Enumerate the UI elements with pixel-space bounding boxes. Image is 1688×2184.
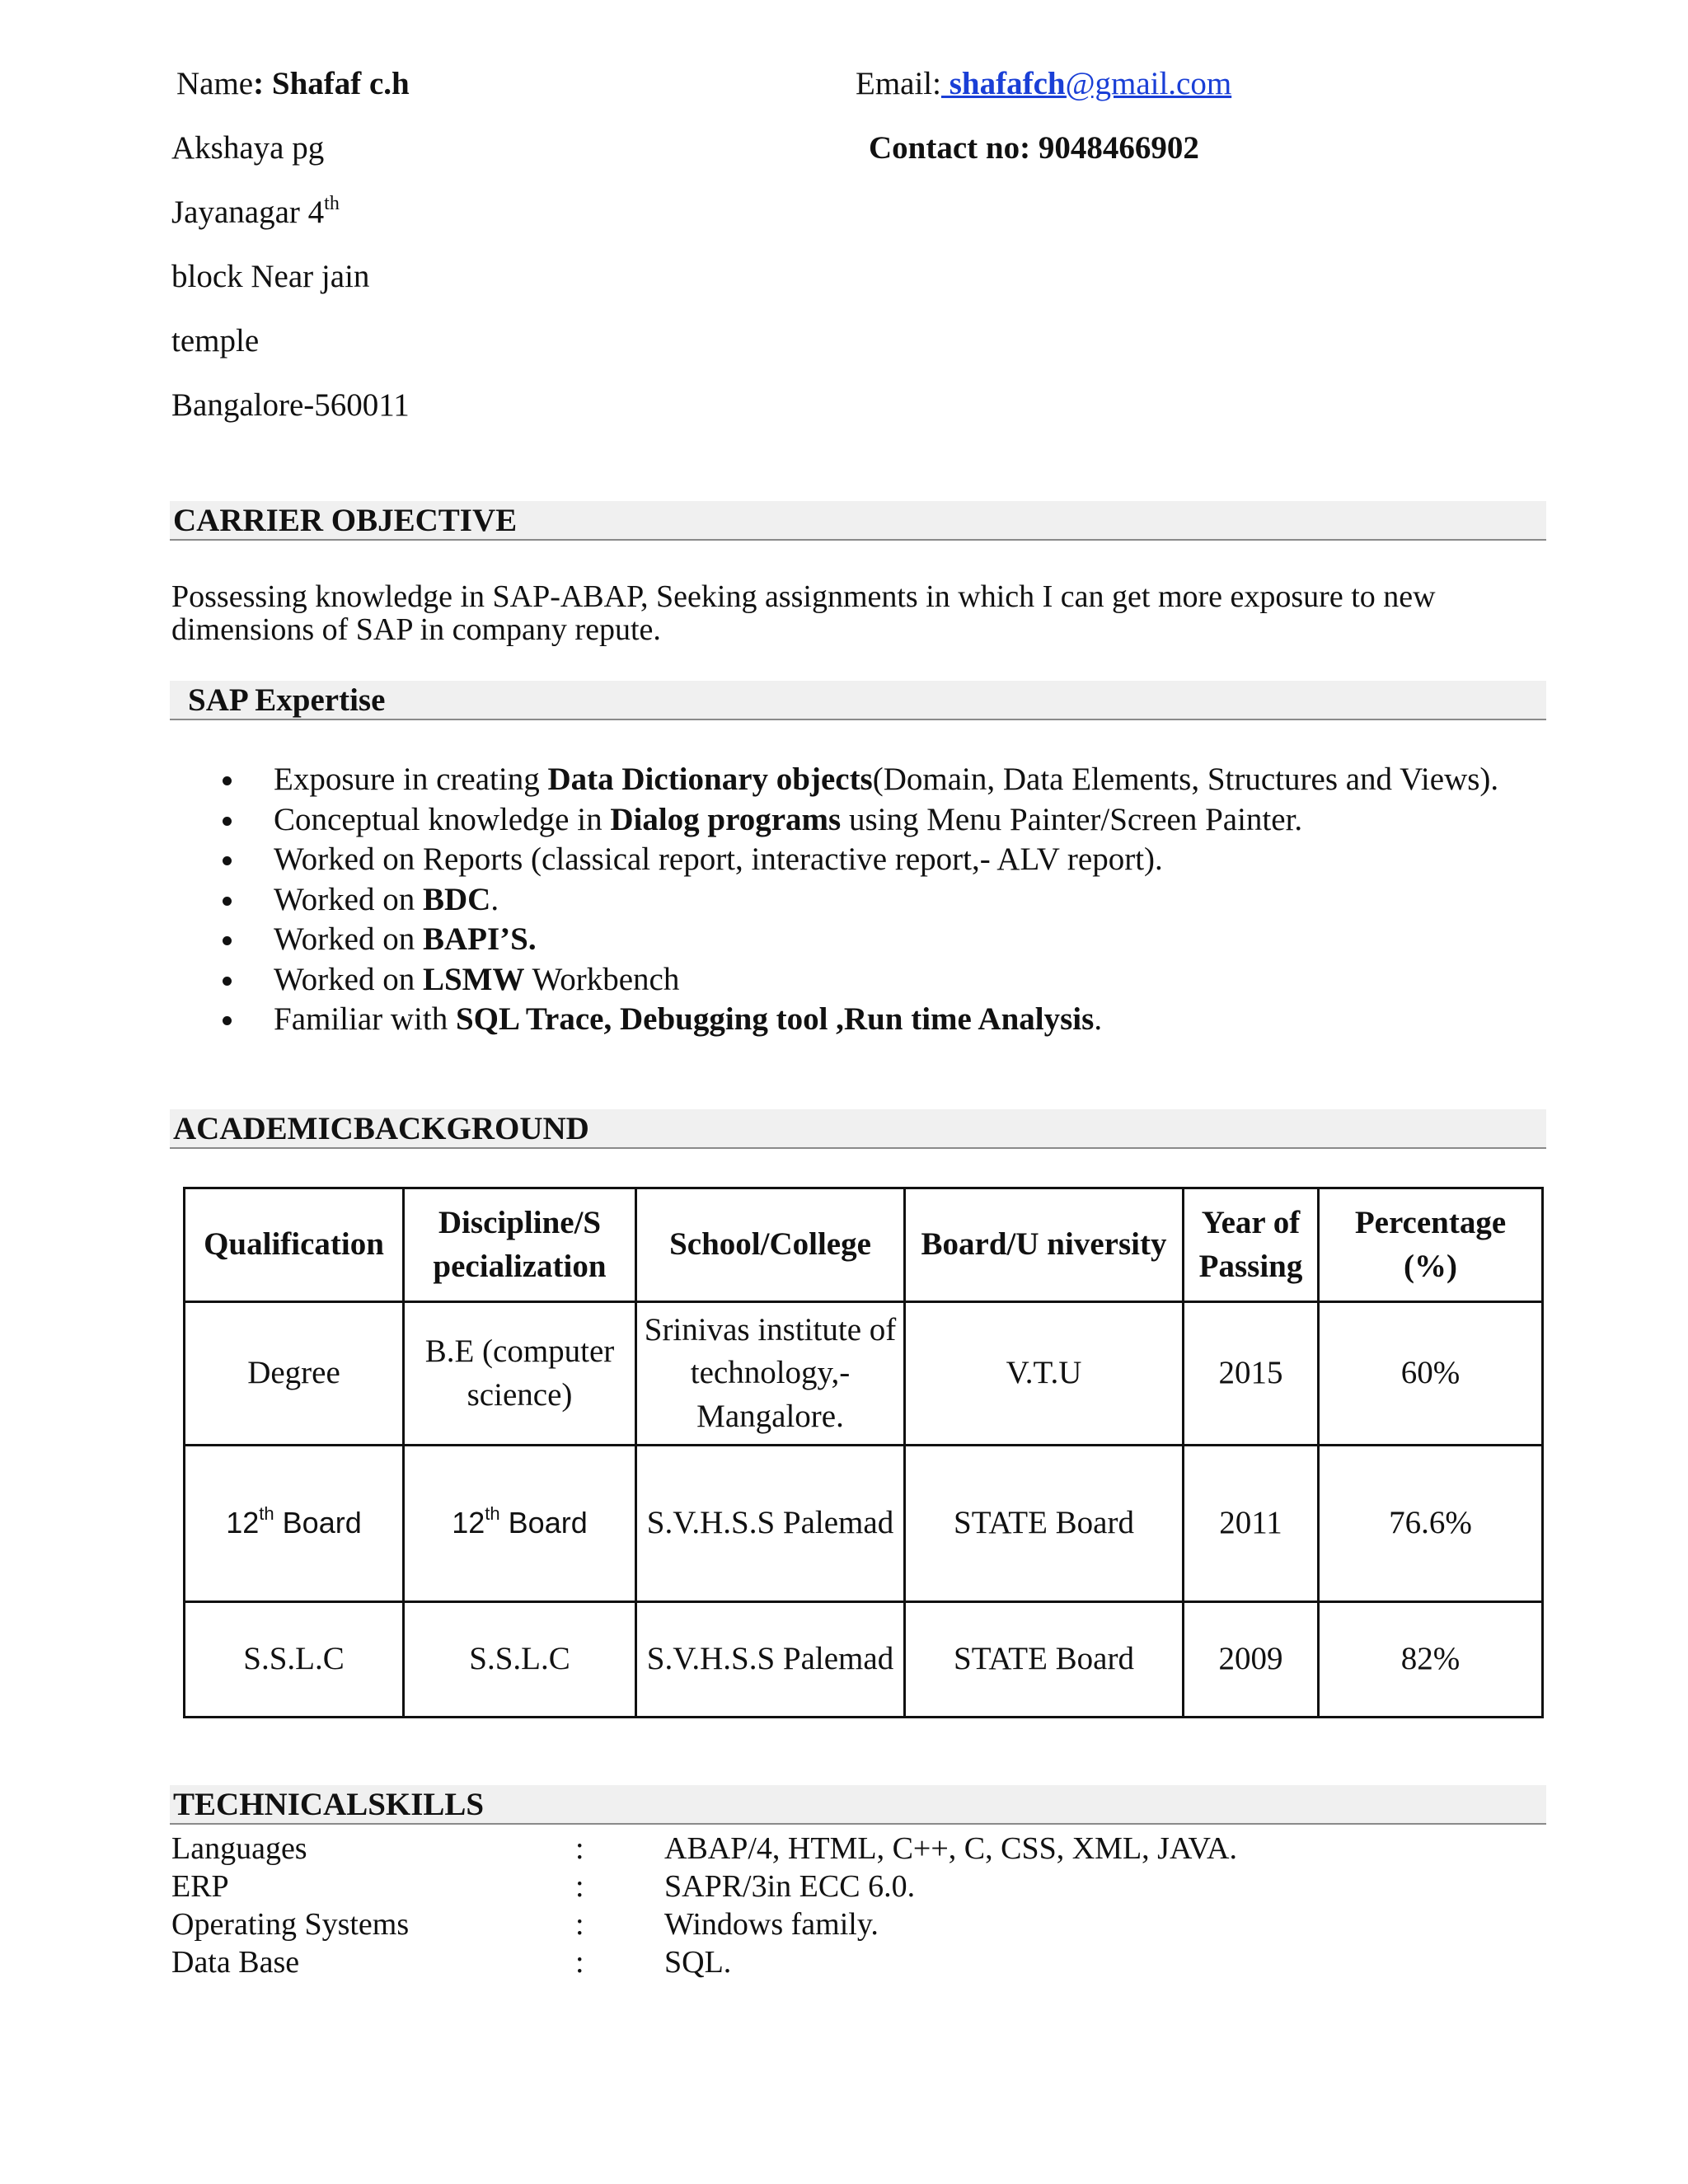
skill-row-erp — [171, 1868, 1540, 1905]
list-item: Conceptual knowledge in Dialog programs using Menu Painter/Screen Painter. — [223, 800, 1498, 841]
email-line — [856, 66, 1231, 103]
skill-value: ABAP/4, HTML, C++, C, CSS, XML, JAVA. — [664, 1831, 1238, 1866]
skill-colon: : — [575, 1831, 584, 1866]
address-line-2: Jayanagar 4th — [171, 193, 340, 230]
table-header-row — [185, 1188, 1543, 1302]
bullet-icon — [223, 1016, 232, 1025]
table-cell: 12th Board — [185, 1446, 404, 1602]
academic-table — [183, 1187, 1544, 1718]
bullet-icon — [223, 776, 232, 785]
objective-text: Possessing knowledge in SAP-ABAP, Seeking assignments in which I can get more exposure to new dimensions of SAP in company repute. — [171, 579, 1436, 647]
table-cell: 2009 — [1184, 1602, 1319, 1718]
table-cell: S.V.H.S.S Palemad — [636, 1602, 905, 1718]
expertise-heading: SAP Expertise — [170, 681, 1546, 720]
bullet-icon — [223, 856, 232, 865]
email-label: Email: — [856, 66, 941, 101]
contact-number: Contact no: 9048466902 — [869, 130, 1199, 166]
expertise-list — [223, 760, 1498, 1040]
objective-heading: CARRIER OBJECTIVE — [170, 501, 1546, 541]
skill-value: SQL. — [664, 1945, 732, 1980]
table-cell: STATE Board — [905, 1446, 1184, 1602]
table-cell: B.E (computer science) — [404, 1302, 636, 1446]
name-label: Name — [176, 66, 254, 101]
list-item: Worked on Reports (classical report, interactive report,- ALV report). — [223, 840, 1498, 880]
name-line: Name: Shafaf c.h — [176, 66, 410, 101]
table-cell: S.S.L.C — [185, 1602, 404, 1718]
column-header: Percentage (%) — [1319, 1188, 1543, 1302]
table-cell: 12th Board — [404, 1446, 636, 1602]
column-header: School/College — [636, 1188, 905, 1302]
skill-label: Data Base — [171, 1945, 300, 1980]
skill-label: Languages — [171, 1831, 307, 1866]
table-cell: Degree — [185, 1302, 404, 1446]
skill-value: SAPR/3in ECC 6.0. — [664, 1869, 916, 1904]
skill-label: ERP — [171, 1869, 229, 1904]
table-cell: V.T.U — [905, 1302, 1184, 1446]
list-item: Exposure in creating Data Dictionary objects(Domain, Data Elements, Structures and Views). — [223, 760, 1498, 800]
name-value: Shafaf c.h — [271, 66, 410, 101]
address-line-3: block Near jain — [171, 259, 370, 294]
skill-label: Operating Systems — [171, 1907, 410, 1942]
table-cell: 2011 — [1184, 1446, 1319, 1602]
address-line-4: temple — [171, 323, 260, 359]
table-cell: 82% — [1319, 1602, 1543, 1718]
bullet-icon — [223, 936, 232, 945]
list-item: Worked on BAPI’S. — [223, 920, 1498, 960]
column-header: Qualification — [185, 1188, 404, 1302]
column-header: Board/U niversity — [905, 1188, 1184, 1302]
list-item: Familiar with SQL Trace, Debugging tool ,Run time Analysis. — [223, 1000, 1498, 1040]
skill-colon: : — [575, 1945, 584, 1980]
table-row — [185, 1446, 1543, 1602]
skills-heading: TECHNICALSKILLS — [170, 1785, 1546, 1825]
column-header: Year of Passing — [1184, 1188, 1319, 1302]
list-item: Worked on LSMW Workbench — [223, 960, 1498, 1001]
bullet-icon — [223, 977, 232, 986]
table-cell: 60% — [1319, 1302, 1543, 1446]
email-link[interactable]: shafafch@gmail.com — [940, 66, 1232, 101]
address-line-5: Bangalore-560011 — [171, 387, 410, 423]
skill-row-database — [171, 1943, 1540, 1981]
table-row — [185, 1602, 1543, 1718]
column-header: Discipline/S pecialization — [404, 1188, 636, 1302]
skill-row-languages — [171, 1830, 1540, 1868]
address-line-1: Akshaya pg — [171, 130, 325, 166]
table-cell: STATE Board — [905, 1602, 1184, 1718]
table-cell: 2015 — [1184, 1302, 1319, 1446]
table-cell: S.V.H.S.S Palemad — [636, 1446, 905, 1602]
bullet-icon — [223, 897, 232, 906]
list-item: Worked on BDC. — [223, 880, 1498, 921]
bullet-icon — [223, 817, 232, 826]
skill-value: Windows family. — [664, 1907, 879, 1942]
table-cell: 76.6% — [1319, 1446, 1543, 1602]
skill-colon: : — [575, 1869, 584, 1904]
academic-heading: ACADEMICBACKGROUND — [170, 1109, 1546, 1149]
table-cell: S.S.L.C — [404, 1602, 636, 1718]
skill-row-os — [171, 1905, 1540, 1943]
skill-colon: : — [575, 1907, 584, 1942]
table-cell: Srinivas institute of technology,- Mangalore. — [636, 1302, 905, 1446]
table-row — [185, 1302, 1543, 1446]
